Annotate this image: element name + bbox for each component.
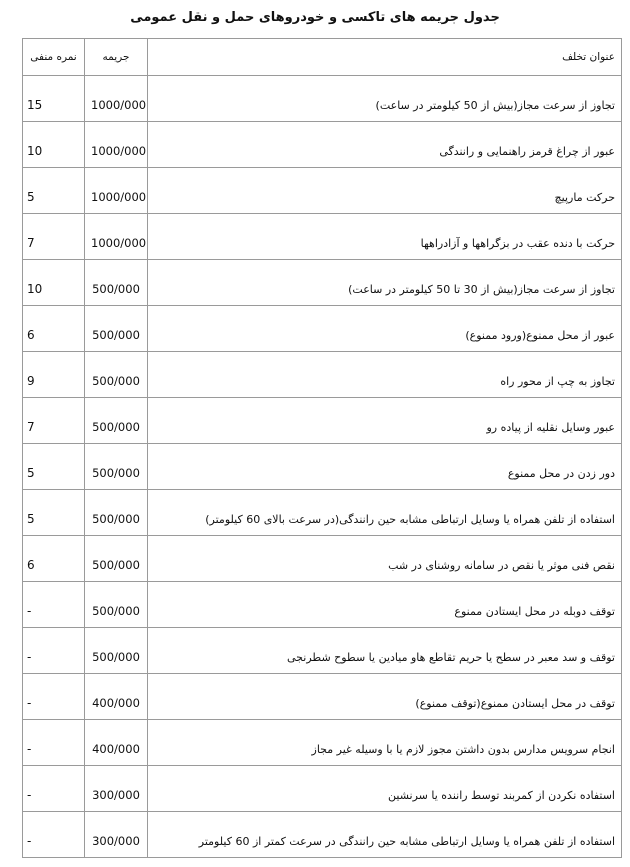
- table-row: [23, 674, 622, 720]
- negative-points-cell: 5: [23, 490, 85, 536]
- table-row: [23, 536, 622, 582]
- violation-title-cell: توقف دوبله در محل ایستادن ممنوع: [148, 582, 622, 628]
- violation-title-cell: حرکت مارپیچ: [148, 168, 622, 214]
- negative-points-cell: -: [23, 812, 85, 858]
- table-row: [23, 628, 622, 674]
- negative-points-cell: 7: [23, 398, 85, 444]
- negative-points-cell: 10: [23, 122, 85, 168]
- fine-amount-cell: 300/000: [85, 766, 148, 812]
- fines-table-body: [23, 39, 622, 858]
- violation-title-cell: استفاده از تلفن همراه یا وسایل ارتباطی مشابه حین رانندگی در سرعت کمتر از 60 کیلومتر: [148, 812, 622, 858]
- header-fine: جریمه: [85, 39, 148, 76]
- violation-title-cell: عبور از چراغ قرمز راهنمایی و رانندگی: [148, 122, 622, 168]
- fine-amount-cell: 500/000: [85, 582, 148, 628]
- fine-amount-cell: 1000/000: [85, 122, 148, 168]
- negative-points-cell: -: [23, 674, 85, 720]
- violation-title-cell: تجاوز به چپ از محور راه: [148, 352, 622, 398]
- table-row: [23, 490, 622, 536]
- negative-points-cell: 10: [23, 260, 85, 306]
- fine-amount-cell: 1000/000: [85, 76, 148, 122]
- violation-title-cell: انجام سرویس مدارس بدون داشتن مجوز لازم یا با وسیله غیر مجاز: [148, 720, 622, 766]
- fine-amount-cell: 500/000: [85, 490, 148, 536]
- fine-amount-cell: 500/000: [85, 398, 148, 444]
- table-row: [23, 582, 622, 628]
- fine-amount-cell: 500/000: [85, 306, 148, 352]
- negative-points-cell: 6: [23, 536, 85, 582]
- fine-amount-cell: 500/000: [85, 352, 148, 398]
- table-row: [23, 398, 622, 444]
- violation-title-cell: تجاوز از سرعت مجاز(بیش از 30 تا 50 کیلومتر در ساعت): [148, 260, 622, 306]
- violation-title-cell: عبور وسایل نقلیه از پیاده رو: [148, 398, 622, 444]
- fine-amount-cell: 300/000: [85, 812, 148, 858]
- violation-title-cell: استفاده نکردن از کمربند توسط راننده یا سرنشین: [148, 766, 622, 812]
- negative-points-cell: -: [23, 720, 85, 766]
- fine-amount-cell: 400/000: [85, 720, 148, 766]
- table-header-row: [23, 39, 622, 76]
- violation-title-cell: عبور از محل ممنوع(ورود ممنوع): [148, 306, 622, 352]
- table-row: [23, 352, 622, 398]
- violation-title-cell: دور زدن در محل ممنوع: [148, 444, 622, 490]
- page-title: جدول جریمه های تاکسی و خودروهای حمل و نقل عمومی: [130, 10, 500, 25]
- table-row: [23, 168, 622, 214]
- header-negative-points: نمره منفی: [23, 39, 85, 76]
- negative-points-cell: 5: [23, 444, 85, 490]
- fine-amount-cell: 1000/000: [85, 214, 148, 260]
- fine-amount-cell: 500/000: [85, 628, 148, 674]
- table-row: [23, 214, 622, 260]
- table-row: [23, 306, 622, 352]
- table-row: [23, 260, 622, 306]
- violation-title-cell: حرکت با دنده عقب در بزگراهها و آزادراهها: [148, 214, 622, 260]
- negative-points-cell: 5: [23, 168, 85, 214]
- fine-amount-cell: 500/000: [85, 260, 148, 306]
- violation-title-cell: نقص فنی موثر یا نقص در سامانه روشنای در شب: [148, 536, 622, 582]
- negative-points-cell: 6: [23, 306, 85, 352]
- fine-amount-cell: 400/000: [85, 674, 148, 720]
- header-violation-title: عنوان تخلف: [148, 39, 622, 76]
- table-row: [23, 720, 622, 766]
- table-row: [23, 812, 622, 858]
- violation-title-cell: توقف در محل ایستادن ممنوع(توقف ممنوع): [148, 674, 622, 720]
- negative-points-cell: 15: [23, 76, 85, 122]
- table-row: [23, 76, 622, 122]
- table-row: [23, 444, 622, 490]
- violation-title-cell: استفاده از تلفن همراه یا وسایل ارتباطی مشابه حین رانندگی(در سرعت بالای 60 کیلومتر): [148, 490, 622, 536]
- fines-table: [22, 38, 622, 858]
- negative-points-cell: 9: [23, 352, 85, 398]
- negative-points-cell: -: [23, 766, 85, 812]
- fine-amount-cell: 500/000: [85, 536, 148, 582]
- table-row: [23, 122, 622, 168]
- violation-title-cell: تجاوز از سرعت مجاز(بیش از 50 کیلومتر در ساعت): [148, 76, 622, 122]
- fine-amount-cell: 1000/000: [85, 168, 148, 214]
- table-row: [23, 766, 622, 812]
- violation-title-cell: توقف و سد معبر در سطح یا حریم تقاطع هاو میادین یا سطوح شطرنجی: [148, 628, 622, 674]
- negative-points-cell: -: [23, 628, 85, 674]
- fine-amount-cell: 500/000: [85, 444, 148, 490]
- negative-points-cell: -: [23, 582, 85, 628]
- negative-points-cell: 7: [23, 214, 85, 260]
